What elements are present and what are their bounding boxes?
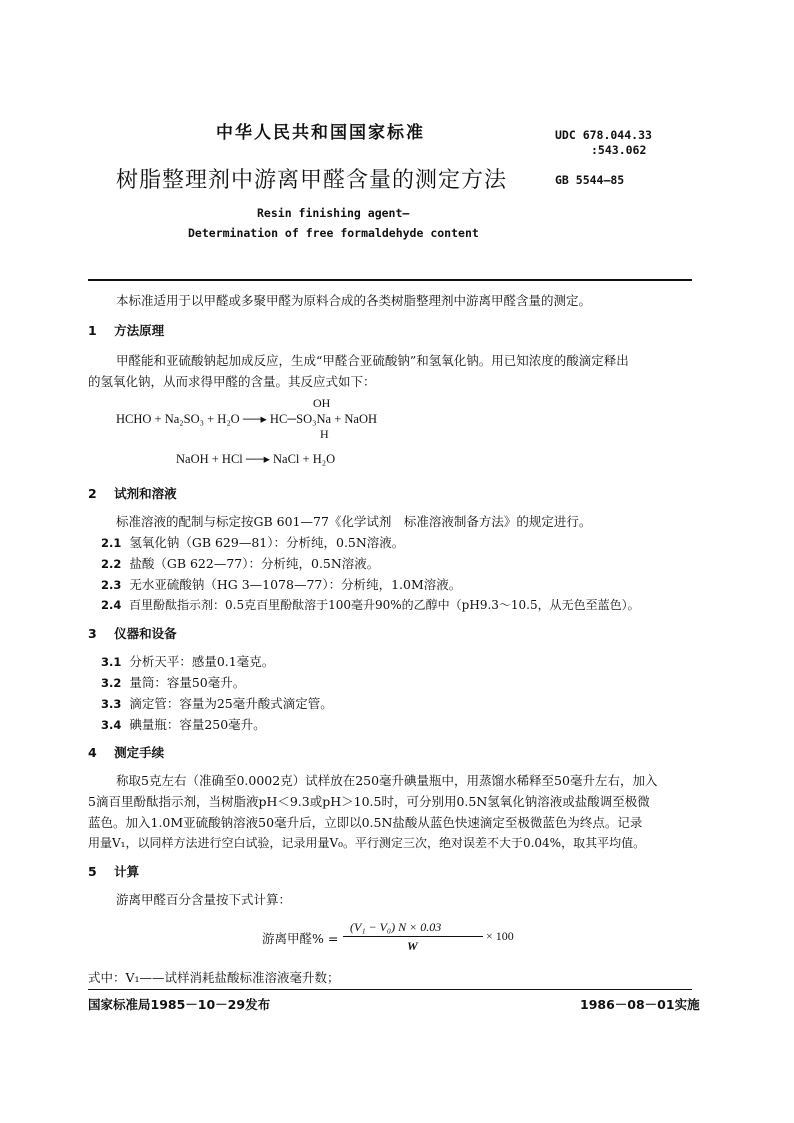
section-4-heading bbox=[88, 743, 164, 761]
formula-denominator: W bbox=[407, 939, 418, 953]
s4-paragraph-line1: 称取5克左右（准确至0.0002克）试样放在250毫升碘量瓶中，用蒸馏水稀释至50毫升左右，加入 bbox=[116, 773, 658, 788]
s4-paragraph-line4: 用量V₁，以同样方法进行空白试验，记录用量V₀。平行测定三次，绝对误差不大于0.04%，取其平均值。 bbox=[88, 836, 646, 850]
s4-paragraph-line2: 5滴百里酚酞指示剂，当树脂液pH＜9.3或pH＞10.5时，可分别用0.5N氢氧化钠溶液或盐酸调至极微 bbox=[88, 794, 650, 809]
list-item: 2.3 无水亚硫酸钠（HG 3—1078—77）：分析纯，1.0M溶液。 bbox=[101, 577, 462, 592]
section-title: 测定手续 bbox=[114, 745, 165, 760]
list-item: 2.4 百里酚酞指示剂：0.5克百里酚酞溶于100毫升90%的乙醇中（pH9.3～10.5，从无色至蓝色）。 bbox=[101, 598, 640, 612]
formula-numerator: (V₁ − V₀) N × 0.03 bbox=[350, 920, 442, 934]
list-item: 3.3 滴定管：容量为25毫升酸式滴定管。 bbox=[101, 696, 333, 711]
list-item: 3.4 碘量瓶：容量250毫升。 bbox=[101, 717, 266, 732]
eq1-hydrogen: H bbox=[320, 427, 329, 441]
formula-multiplier: × 100 bbox=[486, 929, 514, 943]
section-5-heading bbox=[88, 862, 139, 880]
section-3-heading bbox=[88, 624, 177, 642]
section-number: 3 bbox=[88, 626, 97, 641]
header-divider bbox=[88, 279, 692, 281]
document-title-english-line1: Resin finishing agent— bbox=[257, 206, 410, 220]
equation-1: HCHO + Na₂SO₃ + H₂O ──▸ HC─SO₃Na + NaOH bbox=[116, 412, 377, 426]
document-title-english-line2: Determination of free formaldehyde content bbox=[188, 226, 479, 240]
intro-paragraph: 本标准适用于以甲醛或多聚甲醛为原料合成的各类树脂整理剂中游离甲醛含量的测定。 bbox=[116, 293, 592, 308]
section-2-heading bbox=[88, 484, 177, 502]
list-item: 2.2 盐酸（GB 622—77）：分析纯，0.5N溶液。 bbox=[101, 556, 380, 571]
section-title: 方法原理 bbox=[114, 323, 165, 338]
section-title: 试剂和溶液 bbox=[114, 486, 177, 501]
effective-date: 1986－08－01实施 bbox=[580, 997, 700, 1012]
standard-organization: 中华人民共和国国家标准 bbox=[216, 123, 425, 143]
section-number: 1 bbox=[88, 323, 97, 338]
s2-paragraph: 标准溶液的配制与标定按GB 601—77《化学试剂 标准溶液制备方法》的规定进行。 bbox=[116, 514, 592, 529]
list-item: 3.1 分析天平：感量0.1毫克。 bbox=[101, 654, 275, 669]
formula-lhs: 游离甲醛% = bbox=[262, 931, 339, 946]
s1-paragraph-line2: 的氢氧化钠，从而求得甲醛的含量。其反应式如下： bbox=[88, 374, 376, 389]
fraction-bar bbox=[343, 936, 483, 937]
section-title: 计算 bbox=[114, 864, 140, 879]
list-item: 2.1 氢氧化钠（GB 629—81）：分析纯，0.5N溶液。 bbox=[101, 535, 405, 550]
equation-2: NaOH + HCl ──▸ NaCl + H₂O bbox=[176, 452, 336, 466]
eq1-hydroxyl: OH bbox=[313, 396, 331, 410]
s5-paragraph: 游离甲醛百分含量按下式计算： bbox=[116, 892, 292, 907]
section-number: 4 bbox=[88, 745, 97, 760]
s1-paragraph-line1: 甲醛能和亚硫酸钠起加成反应，生成“甲醛合亚硫酸钠”和氢氧化钠。用已知浓度的酸滴定释出 bbox=[116, 353, 629, 368]
udc-code-line1: UDC 678.044.33 bbox=[555, 128, 652, 142]
udc-code-line2: :543.062 bbox=[591, 143, 647, 157]
issue-date: 国家标准局1985－10－29发布 bbox=[88, 997, 271, 1012]
section-number: 5 bbox=[88, 864, 97, 879]
section-number: 2 bbox=[88, 486, 97, 501]
document-title-chinese: 树脂整理剂中游离甲醛含量的测定方法 bbox=[116, 168, 508, 193]
footer-divider bbox=[88, 989, 692, 990]
section-title: 仪器和设备 bbox=[114, 626, 177, 641]
gb-standard-number: GB 5544—85 bbox=[555, 173, 625, 187]
formula-legend: 式中：V₁——试样消耗盐酸标准溶液毫升数； bbox=[88, 970, 340, 985]
s4-paragraph-line3: 蓝色。加入1.0M亚硫酸钠溶液50毫升后，立即以0.5N盐酸从蓝色快速滴定至极微蓝色为终点。记录 bbox=[88, 815, 643, 830]
section-1-heading bbox=[88, 321, 164, 339]
list-item: 3.2 量筒：容量50毫升。 bbox=[101, 675, 246, 690]
